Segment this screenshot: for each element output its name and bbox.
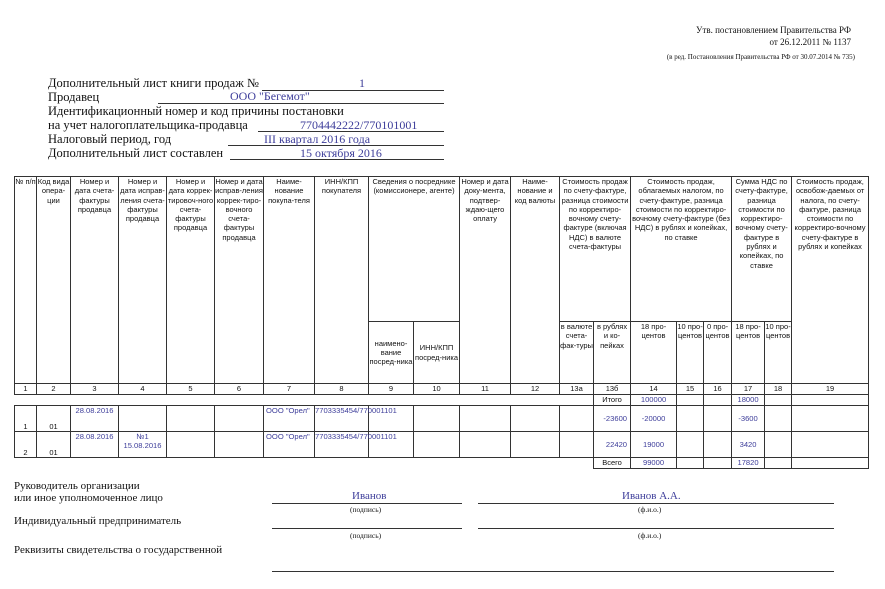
operation-code: 01	[37, 406, 71, 432]
col-num: 8	[315, 384, 369, 395]
col-header-13: Стоимость продаж по счету-фактуре, разница стоимости по корректиро-вочному счету-фактуре (включая НДС) в валюте счета-фактуры	[560, 177, 631, 322]
col-num: 15	[677, 384, 704, 395]
correction-cell	[119, 406, 167, 432]
correction-number: №1	[136, 432, 149, 441]
col-num: 2	[37, 384, 71, 395]
col-header-9-10: Сведения о посреднике (комиссионере, агенте)	[369, 177, 460, 322]
buyer-inn: 7703335454/770001101	[315, 432, 369, 458]
col-header-4: Номер и дата исправ-ления счета-фактуры продавца	[119, 177, 167, 384]
col-header-7: Наиме-нование покупа-теля	[264, 177, 315, 384]
invoice-date: 28.08.2016	[71, 406, 119, 432]
col-num: 18	[765, 384, 792, 395]
table-row	[15, 406, 869, 432]
approval-line-1: Утв. постановлением Правительства РФ	[696, 25, 851, 35]
buyer-name: ООО "Орел"	[264, 406, 315, 432]
head-full-name: Иванов А.А.	[622, 490, 681, 502]
ip-label: Индивидуальный предприниматель	[14, 515, 182, 527]
col-num: 4	[119, 384, 167, 395]
buyer-inn: 7703335454/770001101	[315, 406, 369, 432]
itogo-c17: 18000	[732, 395, 765, 406]
seller-label: Продавец	[48, 90, 100, 104]
col-num: 5	[167, 384, 215, 395]
col-header-14-16: Стоимость продаж, облагаемых налогом, по счету-фактуре, разница стоимости по корректиро-вочному счету-фактуре (без НДС) в рублях и копейках, по ставке	[631, 177, 732, 322]
col-num: 14	[631, 384, 677, 395]
col-header-14: 18 про-центов	[631, 322, 677, 384]
col-header-16: 0 про-центов	[704, 322, 732, 384]
operation-code: 01	[37, 432, 71, 458]
amount-17: -3600	[732, 406, 765, 432]
col-num: 16	[704, 384, 732, 395]
signature-caption-ip: (подпись)	[350, 531, 382, 540]
head-label-1: Руководитель организации	[14, 480, 140, 492]
signature-caption: (подпись)	[350, 505, 382, 514]
col-num: 7	[264, 384, 315, 395]
certificate-label: Реквизиты свидетельства о государственной	[14, 544, 223, 556]
col-header-18: 10 про-центов	[765, 322, 792, 384]
vsego-label: Всего	[594, 458, 631, 469]
seller-value: ООО "Бегемот"	[230, 89, 310, 103]
col-header-11: Номер и дата доку-мента, подтвер-ждаю-щего оплату	[460, 177, 511, 384]
name-caption: (ф.и.о.)	[638, 505, 662, 514]
inn-label-line2: на учет налогоплательщика-продавца	[48, 118, 248, 132]
approval-line-3: (в ред. Постановления Правительства РФ от 30.07.2014 № 735)	[666, 53, 855, 61]
column-numbers-row	[15, 384, 869, 395]
amount-17: 3420	[732, 432, 765, 458]
name-caption-ip: (ф.и.о.)	[638, 531, 662, 540]
correction-date: 15.08.2016	[123, 441, 162, 451]
itogo-c14: 100000	[631, 395, 677, 406]
head-label-2: или иное уполномоченное лицо	[14, 492, 163, 504]
amount-14: 19000	[631, 432, 677, 458]
col-header-3: Номер и дата счета-фактуры продавца	[71, 177, 119, 384]
row-number: 2	[15, 432, 37, 458]
col-num: 19	[792, 384, 869, 395]
itogo-row	[15, 395, 869, 406]
head-signature: Иванов	[352, 490, 387, 502]
col-header-13a: в валюте счета-фак-туры	[560, 322, 594, 384]
col-header-13b: в рублях и ко-пейках	[594, 322, 631, 384]
col-header-8: ИНН/КПП покупателя	[315, 177, 369, 384]
amount-14: -20000	[631, 406, 677, 432]
col-header-17: 18 про-центов	[732, 322, 765, 384]
table-row	[15, 432, 869, 458]
col-header-2: Код вида опера-ции	[37, 177, 71, 384]
col-num: 6	[215, 384, 264, 395]
vsego-c14: 99000	[631, 458, 677, 469]
col-num: 17	[732, 384, 765, 395]
invoice-date: 28.08.2016	[71, 432, 119, 458]
vsego-row	[15, 458, 869, 469]
col-num: 13а	[560, 384, 594, 395]
sales-book-table	[14, 176, 869, 469]
col-header-15: 10 про-центов	[677, 322, 704, 384]
inn-value: 7704442222/770101001	[300, 118, 418, 132]
itogo-label: Итого	[594, 395, 631, 406]
col-header-5: Номер и дата коррек-тировоч-ного счета-фактуры продавца	[167, 177, 215, 384]
col-header-12: Наиме-нование и код валюты	[511, 177, 560, 384]
col-header-6: Номер и дата исправ-ления коррек-тиро-вочного счета-фактуры продавца	[215, 177, 264, 384]
inn-label-line1: Идентификационный номер и код причины постановки	[48, 104, 344, 118]
col-num: 1	[15, 384, 37, 395]
approval-line-2: от 26.12.2011 № 1137	[769, 37, 851, 47]
row-number: 1	[15, 406, 37, 432]
col-num: 9	[369, 384, 414, 395]
col-header-9: наимено-вание посред-ника	[369, 322, 414, 384]
vsego-c17: 17820	[732, 458, 765, 469]
col-num: 11	[460, 384, 511, 395]
col-header-17-18: Сумма НДС по счету-фактуре, разница стоимости по корректиро-вочному счету-фактуре в рублях и копейках, по ставке	[732, 177, 792, 322]
buyer-name: ООО "Орел"	[264, 432, 315, 458]
col-num: 13б	[594, 384, 631, 395]
compiled-value: 15 октября 2016	[300, 146, 382, 160]
amount-13b: 22420	[594, 432, 631, 458]
col-num: 3	[71, 384, 119, 395]
col-header-19: Стоимость продаж, освобож-даемых от налога, по счету-фактуре, разница стоимости по корректиро-вочному счету-фактуре в рублях и копейках	[792, 177, 869, 384]
col-num: 10	[414, 384, 460, 395]
period-label: Налоговый период, год	[48, 132, 172, 146]
col-header-10: ИНН/КПП посред-ника	[414, 322, 460, 384]
amount-13b: -23600	[594, 406, 631, 432]
col-header-1: № п/п	[15, 177, 37, 384]
compiled-label: Дополнительный лист составлен	[48, 146, 224, 160]
col-num: 12	[511, 384, 560, 395]
sheet-number-label: Дополнительный лист книги продаж №	[48, 76, 259, 90]
period-value: III квартал 2016 года	[264, 132, 371, 146]
sheet-number-value: 1	[359, 76, 365, 90]
